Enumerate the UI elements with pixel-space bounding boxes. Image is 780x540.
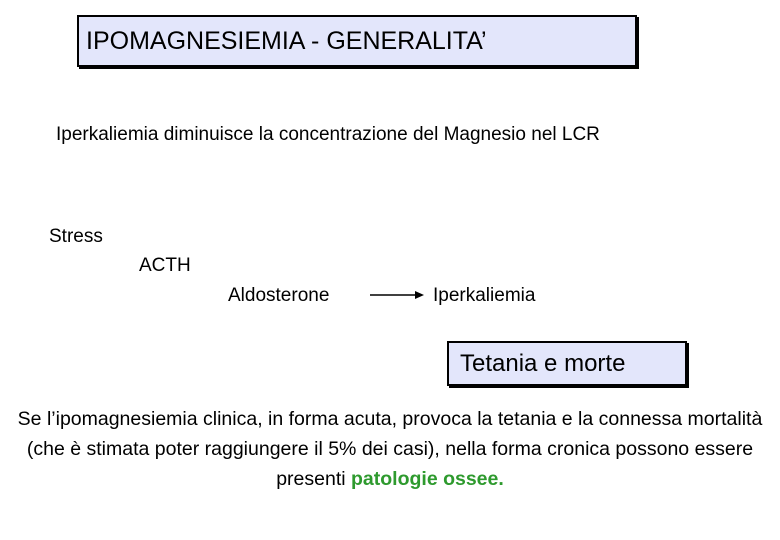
flow-iperkaliemia: Iperkaliemia (433, 285, 536, 306)
outcome-box (447, 341, 687, 386)
summary-paragraph (0, 404, 780, 494)
summary-highlight: patologie ossee. (351, 468, 504, 490)
outcome-label: Tetania e morte (460, 350, 626, 377)
flow-aldosterone: Aldosterone (228, 285, 330, 306)
right-arrow-icon (370, 289, 424, 301)
page-title: IPOMAGNESIEMIA - GENERALITA’ (86, 27, 487, 55)
title-box (77, 15, 637, 67)
intro-text: Iperkaliemia diminuisce la concentrazione del Magnesio nel LCR (56, 124, 600, 145)
flow-stress: Stress (49, 226, 103, 247)
flow-acth: ACTH (139, 255, 191, 276)
summary-text: Se l’ipomagnesiemia clinica, in forma acuta, provoca la tetania e la connessa mortalità (che è stimata poter raggiungere il 5% dei casi), nella forma cronica possono essere presenti (17, 408, 763, 490)
